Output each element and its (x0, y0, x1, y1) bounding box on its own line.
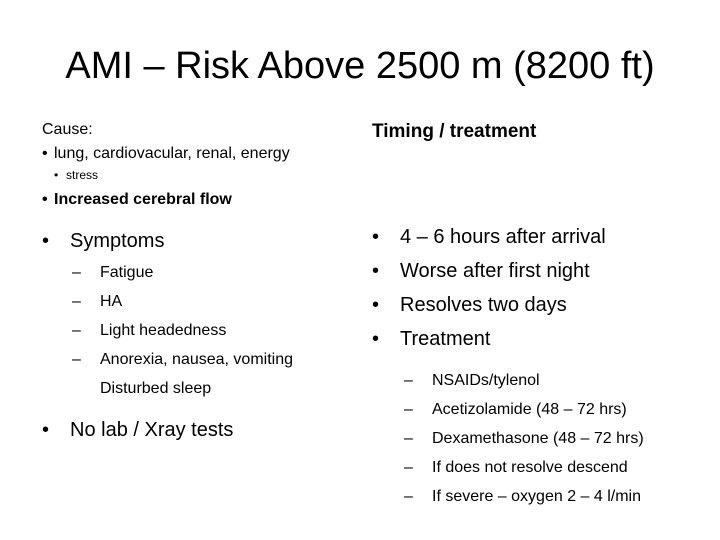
list-item (372, 322, 712, 356)
slide-title: AMI – Risk Above 2500 m (8200 ft) (65, 45, 655, 87)
bullet-icon: • (372, 260, 380, 282)
list-item (404, 366, 712, 395)
bullet-icon: • (42, 145, 48, 162)
treatment-text: NSAIDs/tylenol (432, 372, 540, 389)
bullet-icon: • (54, 168, 59, 182)
increased-item (42, 188, 352, 212)
list-item (404, 482, 712, 511)
list-item (72, 345, 352, 374)
cause-item-text: lung, cardiovacular, renal, energy (54, 145, 290, 162)
dash-icon: – (72, 264, 81, 281)
treatment-text: If does not resolve descend (432, 459, 628, 476)
symptom-text: Anorexia, nausea, vomiting (100, 351, 293, 368)
dash-icon: – (404, 401, 413, 418)
timing-text: 4 – 6 hours after arrival (400, 226, 606, 248)
list-item (372, 288, 712, 322)
dash-icon: – (404, 372, 413, 389)
symptoms-label: Symptoms (70, 230, 165, 252)
dash-icon: – (72, 351, 81, 368)
list-item (372, 254, 712, 288)
timing-text: Treatment (400, 328, 491, 350)
symptom-text: Fatigue (100, 264, 154, 281)
symptoms-item (42, 224, 352, 258)
bullet-icon: • (42, 191, 48, 208)
no-lab-item (42, 413, 352, 447)
treatment-text: If severe – oxygen 2 – 4 l/min (432, 488, 641, 505)
dash-icon: – (72, 293, 81, 310)
list-item (72, 258, 352, 287)
right-column (372, 118, 712, 511)
dash-icon: – (404, 430, 413, 447)
bullet-icon: • (372, 226, 380, 248)
symptom-text: Light headedness (100, 322, 227, 339)
symptom-text: HA (100, 293, 123, 310)
timing-list (372, 220, 712, 511)
left-column (42, 118, 352, 447)
cause-label: Cause: (42, 121, 93, 138)
right-heading: Timing / treatment (372, 121, 537, 142)
dash-icon: – (404, 459, 413, 476)
dash-icon: – (404, 488, 413, 505)
bullet-icon: • (372, 328, 380, 350)
list-item (404, 424, 712, 453)
symptoms-list (72, 258, 352, 403)
dash-icon: – (72, 322, 81, 339)
bullet-icon: • (42, 419, 50, 441)
timing-text: Worse after first night (400, 260, 590, 282)
treatment-text: Dexamethasone (48 – 72 hrs) (432, 430, 644, 447)
bullet-icon: • (372, 294, 380, 316)
list-item (372, 220, 712, 254)
no-lab-text: No lab / Xray tests (70, 419, 234, 441)
treatment-text: Acetizolamide (48 – 72 hrs) (432, 401, 627, 418)
list-item (72, 316, 352, 345)
list-item (404, 395, 712, 424)
cause-sub-item (42, 166, 352, 184)
list-item (72, 287, 352, 316)
list-item (404, 453, 712, 482)
cause-sub-text: stress (66, 168, 99, 182)
timing-text: Resolves two days (400, 294, 567, 316)
treatment-list (404, 366, 712, 511)
bullet-icon: • (42, 230, 50, 252)
symptom-continuation: Disturbed sleep (100, 380, 212, 397)
cause-item (42, 142, 352, 166)
increased-text: Increased cerebral flow (54, 191, 232, 208)
